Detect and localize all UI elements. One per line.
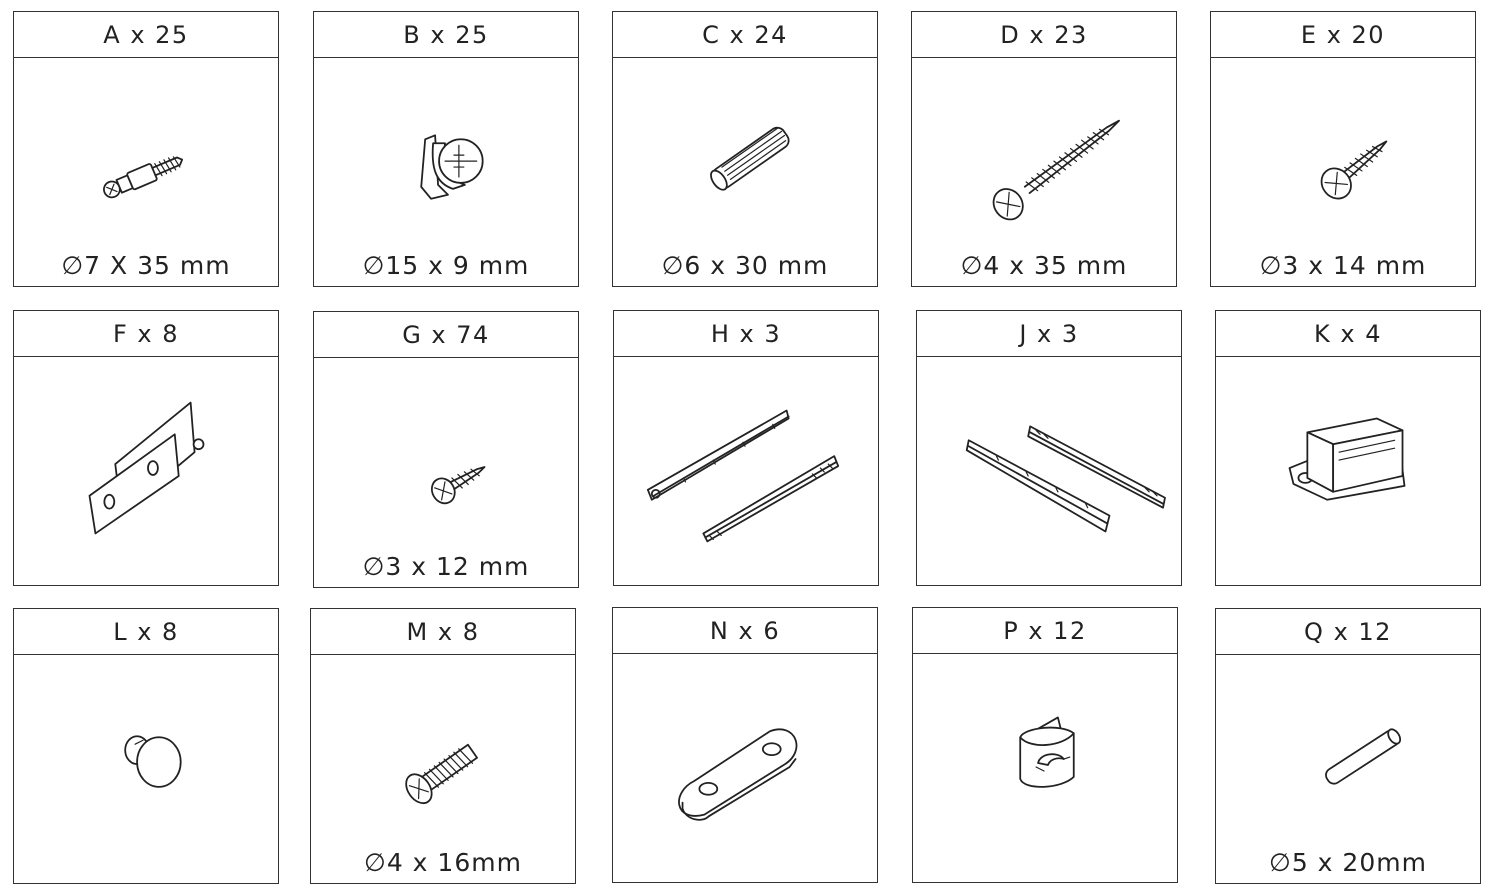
part-spec: ∅7 X 35 mm	[61, 251, 231, 280]
part-label: D x 23	[912, 12, 1176, 58]
part-spec: ∅4 x 16mm	[364, 848, 522, 877]
part-spec: ∅3 x 14 mm	[1259, 251, 1427, 280]
part-label: K x 4	[1216, 311, 1480, 357]
part-card-k	[1215, 310, 1481, 586]
hinge-plate-icon	[14, 357, 278, 585]
part-label: A x 25	[14, 12, 278, 58]
part-label: N x 6	[613, 608, 877, 654]
part-spec: ∅15 x 9 mm	[362, 251, 530, 280]
magnetic-catch-icon	[1216, 357, 1480, 585]
part-label: P x 12	[913, 608, 1177, 654]
part-card-j	[916, 310, 1182, 586]
shelf-support-icon	[913, 654, 1177, 882]
part-label: C x 24	[613, 12, 877, 58]
part-card-a	[13, 11, 279, 287]
part-card-c	[612, 11, 878, 287]
part-card-l	[13, 608, 279, 884]
part-spec: ∅6 x 30 mm	[661, 251, 829, 280]
part-card-q	[1215, 608, 1481, 884]
part-spec: ∅3 x 12 mm	[362, 552, 530, 581]
part-spec: ∅4 x 35 mm	[960, 251, 1128, 280]
part-label: G x 74	[314, 312, 578, 358]
knob-icon	[14, 655, 278, 883]
part-card-m	[310, 608, 576, 884]
part-card-b	[313, 11, 579, 287]
part-label: B x 25	[314, 12, 578, 58]
part-card-e	[1210, 11, 1476, 287]
part-label: L x 8	[14, 609, 278, 655]
part-card-n	[612, 607, 878, 883]
connector-plate-icon	[613, 654, 877, 882]
part-card-p	[912, 607, 1178, 883]
part-card-h	[613, 310, 879, 586]
drawer-runner-pair-icon	[614, 357, 878, 585]
part-label: M x 8	[311, 609, 575, 655]
part-label: E x 20	[1211, 12, 1475, 58]
part-card-g	[313, 311, 579, 588]
part-card-f	[13, 310, 279, 586]
part-spec: ∅5 x 20mm	[1269, 848, 1427, 877]
part-label: F x 8	[14, 311, 278, 357]
part-label: J x 3	[917, 311, 1181, 357]
part-card-d	[911, 11, 1177, 287]
drawer-slide-pair-icon	[917, 357, 1181, 585]
part-label: Q x 12	[1216, 609, 1480, 655]
part-label: H x 3	[614, 311, 878, 357]
